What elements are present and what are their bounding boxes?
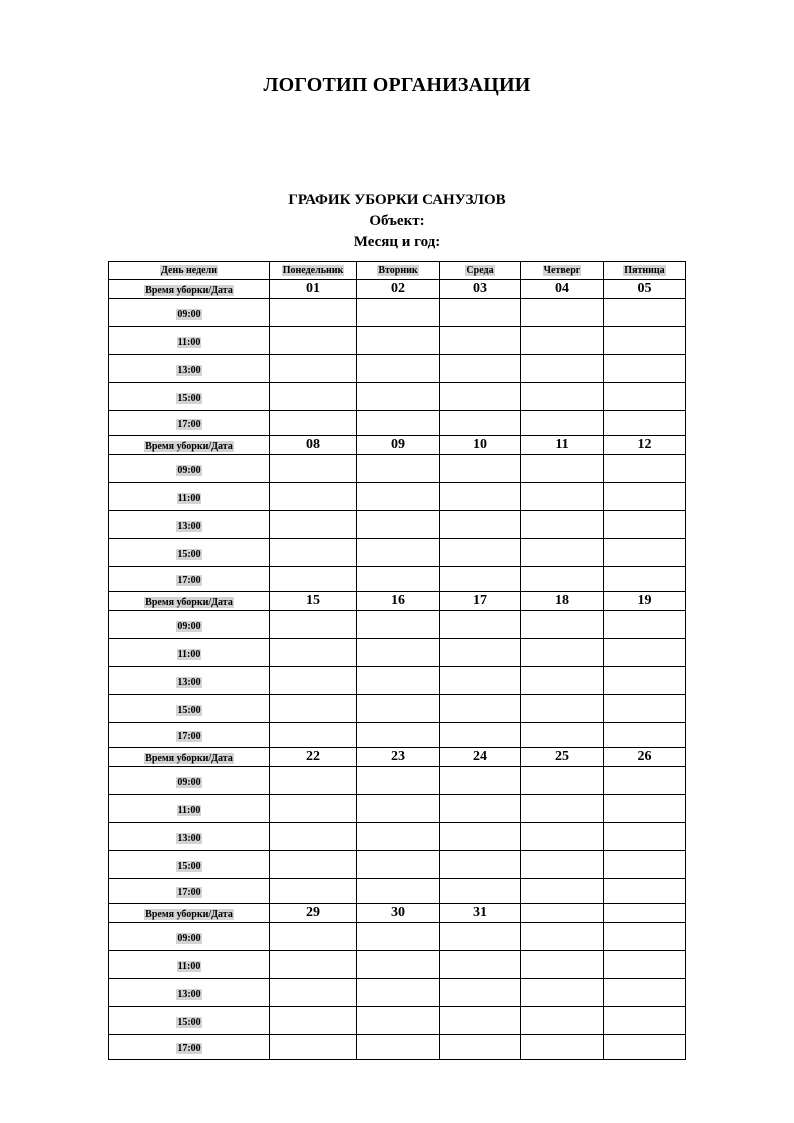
- date-cell: 03: [440, 280, 521, 299]
- date-cell: 22: [270, 748, 357, 767]
- schedule-entry-cell[interactable]: [357, 327, 440, 355]
- header-day-tuesday: Вторник: [357, 262, 440, 280]
- schedule-entry-cell[interactable]: [604, 979, 686, 1007]
- time-cell: [109, 851, 270, 879]
- schedule-entry-cell[interactable]: [270, 851, 357, 879]
- schedule-entry-cell[interactable]: [604, 639, 686, 667]
- header-day-thursday: Четверг: [521, 262, 604, 280]
- time-label: 09:00: [177, 620, 201, 632]
- time-slot-row: [109, 695, 686, 723]
- time-slot-row: [109, 851, 686, 879]
- schedule-entry-cell[interactable]: [604, 951, 686, 979]
- time-slot-row: [109, 511, 686, 539]
- schedule-entry-cell[interactable]: [521, 767, 604, 795]
- schedule-entry-cell[interactable]: [521, 795, 604, 823]
- time-label: 13:00: [177, 832, 201, 844]
- time-cell: [109, 795, 270, 823]
- time-date-label: Время уборки/Дата: [145, 285, 233, 296]
- schedule-entry-cell[interactable]: [521, 511, 604, 539]
- date-cell: 31: [440, 904, 521, 923]
- schedule-entry-cell[interactable]: [440, 327, 521, 355]
- time-slot-row: [109, 667, 686, 695]
- schedule-entry-cell[interactable]: [440, 455, 521, 483]
- time-date-label: Время уборки/Дата: [145, 753, 233, 764]
- schedule-entry-cell[interactable]: [604, 1035, 686, 1060]
- schedule-entry-cell[interactable]: [357, 411, 440, 436]
- time-slot-row: [109, 823, 686, 851]
- time-slot-row: [109, 767, 686, 795]
- time-cell: [109, 879, 270, 904]
- time-date-label: Время уборки/Дата: [145, 441, 233, 452]
- time-cell: [109, 327, 270, 355]
- schedule-entry-cell[interactable]: [521, 723, 604, 748]
- schedule-entry-cell[interactable]: [357, 823, 440, 851]
- date-row: [109, 280, 686, 299]
- time-slot-row: [109, 723, 686, 748]
- time-slot-row: [109, 355, 686, 383]
- schedule-entry-cell[interactable]: [521, 879, 604, 904]
- schedule-entry-cell[interactable]: [270, 795, 357, 823]
- date-cell: 23: [357, 748, 440, 767]
- date-row: [109, 436, 686, 455]
- schedule-entry-cell[interactable]: [357, 851, 440, 879]
- schedule-entry-cell[interactable]: [521, 851, 604, 879]
- header-day-friday: Пятница: [604, 262, 686, 280]
- time-label: 17:00: [177, 1043, 201, 1054]
- time-slot-row: [109, 455, 686, 483]
- schedule-entry-cell[interactable]: [357, 1035, 440, 1060]
- schedule-entry-cell[interactable]: [440, 923, 521, 951]
- schedule-entry-cell[interactable]: [270, 723, 357, 748]
- schedule-entry-cell[interactable]: [521, 979, 604, 1007]
- row-label-cell: [109, 904, 270, 923]
- time-label: 11:00: [177, 492, 201, 504]
- time-slot-row: [109, 1035, 686, 1060]
- schedule-entry-cell[interactable]: [604, 667, 686, 695]
- time-cell: [109, 667, 270, 695]
- schedule-entry-cell[interactable]: [440, 795, 521, 823]
- time-cell: [109, 611, 270, 639]
- schedule-entry-cell[interactable]: [357, 567, 440, 592]
- time-label: 17:00: [177, 731, 201, 742]
- schedule-entry-cell[interactable]: [604, 611, 686, 639]
- date-row: [109, 904, 686, 923]
- schedule-entry-cell[interactable]: [270, 823, 357, 851]
- time-label: 09:00: [177, 932, 201, 944]
- schedule-entry-cell[interactable]: [270, 539, 357, 567]
- date-row: [109, 592, 686, 611]
- month-year-label: Месяц и год:: [353, 234, 441, 250]
- row-label-cell: [109, 748, 270, 767]
- time-slot-row: [109, 611, 686, 639]
- time-cell: [109, 979, 270, 1007]
- schedule-entry-cell[interactable]: [604, 795, 686, 823]
- schedule-entry-cell[interactable]: [357, 355, 440, 383]
- schedule-entry-cell[interactable]: [440, 851, 521, 879]
- schedule-entry-cell[interactable]: [357, 639, 440, 667]
- schedule-entry-cell[interactable]: [440, 567, 521, 592]
- time-slot-row: [109, 951, 686, 979]
- schedule-entry-cell[interactable]: [357, 299, 440, 327]
- schedule-entry-cell[interactable]: [440, 355, 521, 383]
- schedule-entry-cell[interactable]: [357, 979, 440, 1007]
- schedule-entry-cell[interactable]: [270, 483, 357, 511]
- date-cell: 04: [521, 280, 604, 299]
- schedule-entry-cell[interactable]: [521, 823, 604, 851]
- schedule-entry-cell[interactable]: [604, 327, 686, 355]
- date-cell: 24: [440, 748, 521, 767]
- schedule-entry-cell[interactable]: [521, 639, 604, 667]
- cleaning-schedule-table: [108, 261, 686, 1060]
- schedule-entry-cell[interactable]: [357, 539, 440, 567]
- time-date-label: Время уборки/Дата: [145, 597, 233, 608]
- row-label-cell: [109, 280, 270, 299]
- time-cell: [109, 299, 270, 327]
- schedule-entry-cell[interactable]: [270, 327, 357, 355]
- time-label: 17:00: [177, 419, 201, 430]
- schedule-entry-cell[interactable]: [357, 667, 440, 695]
- schedule-entry-cell[interactable]: [357, 1007, 440, 1035]
- schedule-entry-cell[interactable]: [604, 851, 686, 879]
- time-cell: [109, 411, 270, 436]
- time-label: 17:00: [177, 575, 201, 586]
- time-cell: [109, 951, 270, 979]
- time-label: 17:00: [177, 887, 201, 898]
- header-day-monday: Понедельник: [270, 262, 357, 280]
- time-cell: [109, 923, 270, 951]
- time-slot-row: [109, 567, 686, 592]
- schedule-entry-cell[interactable]: [440, 511, 521, 539]
- time-cell: [109, 483, 270, 511]
- schedule-entry-cell[interactable]: [521, 1035, 604, 1060]
- time-slot-row: [109, 639, 686, 667]
- row-label-cell: [109, 436, 270, 455]
- time-cell: [109, 639, 270, 667]
- time-label: 09:00: [177, 776, 201, 788]
- schedule-entry-cell[interactable]: [270, 695, 357, 723]
- schedule-entry-cell[interactable]: [270, 879, 357, 904]
- time-label: 09:00: [177, 308, 201, 320]
- schedule-entry-cell[interactable]: [270, 923, 357, 951]
- time-slot-row: [109, 411, 686, 436]
- schedule-entry-cell[interactable]: [521, 667, 604, 695]
- time-slot-row: [109, 539, 686, 567]
- schedule-entry-cell[interactable]: [270, 511, 357, 539]
- time-cell: [109, 511, 270, 539]
- date-cell: 25: [521, 748, 604, 767]
- title-block: [0, 190, 794, 253]
- schedule-entry-cell[interactable]: [604, 539, 686, 567]
- schedule-entry-cell[interactable]: [440, 483, 521, 511]
- schedule-entry-cell[interactable]: [604, 923, 686, 951]
- schedule-entry-cell[interactable]: [604, 455, 686, 483]
- schedule-entry-cell[interactable]: [521, 539, 604, 567]
- time-cell: [109, 1007, 270, 1035]
- schedule-entry-cell[interactable]: [521, 611, 604, 639]
- time-label: 13:00: [177, 520, 201, 532]
- time-slot-row: [109, 979, 686, 1007]
- time-cell: [109, 823, 270, 851]
- schedule-entry-cell[interactable]: [440, 667, 521, 695]
- date-cell: 09: [357, 436, 440, 455]
- time-slot-row: [109, 383, 686, 411]
- schedule-entry-cell[interactable]: [357, 951, 440, 979]
- date-cell: 01: [270, 280, 357, 299]
- schedule-entry-cell[interactable]: [357, 483, 440, 511]
- date-cell: 05: [604, 280, 686, 299]
- schedule-entry-cell[interactable]: [604, 567, 686, 592]
- date-cell: 16: [357, 592, 440, 611]
- date-cell: 19: [604, 592, 686, 611]
- schedule-entry-cell[interactable]: [604, 1007, 686, 1035]
- time-cell: [109, 567, 270, 592]
- date-cell: 29: [270, 904, 357, 923]
- schedule-entry-cell[interactable]: [440, 383, 521, 411]
- time-label: 13:00: [177, 988, 201, 1000]
- schedule-entry-cell[interactable]: [440, 767, 521, 795]
- schedule-entry-cell[interactable]: [604, 695, 686, 723]
- schedule-entry-cell[interactable]: [604, 299, 686, 327]
- time-slot-row: [109, 879, 686, 904]
- schedule-entry-cell[interactable]: [357, 795, 440, 823]
- time-cell: [109, 767, 270, 795]
- time-label: 11:00: [177, 648, 201, 660]
- schedule-entry-cell[interactable]: [270, 611, 357, 639]
- schedule-entry-cell[interactable]: [440, 979, 521, 1007]
- schedule-entry-cell[interactable]: [270, 455, 357, 483]
- date-cell: 30: [357, 904, 440, 923]
- date-row: [109, 748, 686, 767]
- schedule-entry-cell[interactable]: [521, 411, 604, 436]
- time-cell: [109, 383, 270, 411]
- schedule-entry-cell[interactable]: [270, 411, 357, 436]
- time-label: 11:00: [177, 336, 201, 348]
- schedule-entry-cell[interactable]: [357, 511, 440, 539]
- time-cell: [109, 723, 270, 748]
- schedule-entry-cell[interactable]: [440, 1007, 521, 1035]
- schedule-entry-cell[interactable]: [440, 695, 521, 723]
- time-cell: [109, 455, 270, 483]
- schedule-entry-cell[interactable]: [270, 355, 357, 383]
- schedule-entry-cell[interactable]: [357, 923, 440, 951]
- time-label: 15:00: [177, 860, 201, 872]
- time-label: 11:00: [177, 960, 201, 972]
- schedule-entry-cell[interactable]: [270, 383, 357, 411]
- schedule-entry-cell[interactable]: [521, 455, 604, 483]
- time-label: 15:00: [177, 548, 201, 560]
- schedule-entry-cell[interactable]: [440, 539, 521, 567]
- object-label: Объект:: [369, 213, 425, 229]
- date-cell: 02: [357, 280, 440, 299]
- schedule-entry-cell[interactable]: [357, 879, 440, 904]
- schedule-entry-cell[interactable]: [270, 567, 357, 592]
- weekday-header-row: [109, 262, 686, 280]
- date-cell: 17: [440, 592, 521, 611]
- time-label: 15:00: [177, 704, 201, 716]
- schedule-entry-cell[interactable]: [440, 951, 521, 979]
- date-cell: 10: [440, 436, 521, 455]
- schedule-entry-cell[interactable]: [604, 511, 686, 539]
- time-slot-row: [109, 327, 686, 355]
- schedule-entry-cell[interactable]: [604, 383, 686, 411]
- time-label: 13:00: [177, 676, 201, 688]
- time-label: 11:00: [177, 804, 201, 816]
- schedule-entry-cell[interactable]: [521, 355, 604, 383]
- date-cell: [604, 904, 686, 923]
- schedule-entry-cell[interactable]: [357, 695, 440, 723]
- schedule-entry-cell[interactable]: [440, 879, 521, 904]
- schedule-entry-cell[interactable]: [357, 383, 440, 411]
- time-cell: [109, 695, 270, 723]
- schedule-entry-cell[interactable]: [521, 299, 604, 327]
- schedule-entry-cell[interactable]: [270, 667, 357, 695]
- schedule-entry-cell[interactable]: [440, 299, 521, 327]
- schedule-entry-cell[interactable]: [604, 411, 686, 436]
- date-cell: 26: [604, 748, 686, 767]
- schedule-entry-cell[interactable]: [521, 695, 604, 723]
- schedule-entry-cell[interactable]: [604, 823, 686, 851]
- schedule-entry-cell[interactable]: [270, 951, 357, 979]
- schedule-entry-cell[interactable]: [357, 611, 440, 639]
- date-cell: 15: [270, 592, 357, 611]
- schedule-entry-cell[interactable]: [440, 723, 521, 748]
- row-label-cell: [109, 592, 270, 611]
- time-slot-row: [109, 483, 686, 511]
- schedule-entry-cell[interactable]: [440, 1035, 521, 1060]
- schedule-entry-cell[interactable]: [357, 723, 440, 748]
- schedule-entry-cell[interactable]: [604, 723, 686, 748]
- schedule-entry-cell[interactable]: [521, 923, 604, 951]
- date-cell: 11: [521, 436, 604, 455]
- schedule-entry-cell[interactable]: [604, 767, 686, 795]
- organization-logo-placeholder: ЛОГОТИП ОРГАНИЗАЦИИ: [263, 74, 531, 96]
- time-label: 13:00: [177, 364, 201, 376]
- schedule-entry-cell[interactable]: [521, 567, 604, 592]
- header-weekday-label: День недели: [109, 262, 270, 280]
- header-day-wednesday: Среда: [440, 262, 521, 280]
- time-slot-row: [109, 1007, 686, 1035]
- date-cell: 08: [270, 436, 357, 455]
- time-label: 09:00: [177, 464, 201, 476]
- date-cell: 12: [604, 436, 686, 455]
- schedule-entry-cell[interactable]: [270, 639, 357, 667]
- time-label: 15:00: [177, 392, 201, 404]
- schedule-entry-cell[interactable]: [270, 979, 357, 1007]
- schedule-entry-cell[interactable]: [270, 1035, 357, 1060]
- time-date-label: Время уборки/Дата: [145, 909, 233, 920]
- schedule-entry-cell[interactable]: [357, 767, 440, 795]
- schedule-entry-cell[interactable]: [270, 767, 357, 795]
- time-label: 15:00: [177, 1016, 201, 1028]
- schedule-entry-cell[interactable]: [521, 951, 604, 979]
- schedule-entry-cell[interactable]: [604, 355, 686, 383]
- schedule-entry-cell[interactable]: [521, 327, 604, 355]
- time-cell: [109, 539, 270, 567]
- schedule-entry-cell[interactable]: [357, 455, 440, 483]
- schedule-entry-cell[interactable]: [440, 411, 521, 436]
- schedule-entry-cell[interactable]: [521, 383, 604, 411]
- time-cell: [109, 1035, 270, 1060]
- schedule-entry-cell[interactable]: [440, 611, 521, 639]
- time-cell: [109, 355, 270, 383]
- schedule-entry-cell[interactable]: [521, 1007, 604, 1035]
- date-cell: 18: [521, 592, 604, 611]
- schedule-entry-cell[interactable]: [440, 823, 521, 851]
- schedule-entry-cell[interactable]: [521, 483, 604, 511]
- schedule-entry-cell[interactable]: [440, 639, 521, 667]
- time-slot-row: [109, 795, 686, 823]
- time-slot-row: [109, 299, 686, 327]
- time-slot-row: [109, 923, 686, 951]
- schedule-entry-cell[interactable]: [270, 299, 357, 327]
- date-cell: [521, 904, 604, 923]
- schedule-entry-cell[interactable]: [604, 483, 686, 511]
- schedule-entry-cell[interactable]: [270, 1007, 357, 1035]
- schedule-title: ГРАФИК УБОРКИ САНУЗЛОВ: [288, 192, 506, 208]
- schedule-entry-cell[interactable]: [604, 879, 686, 904]
